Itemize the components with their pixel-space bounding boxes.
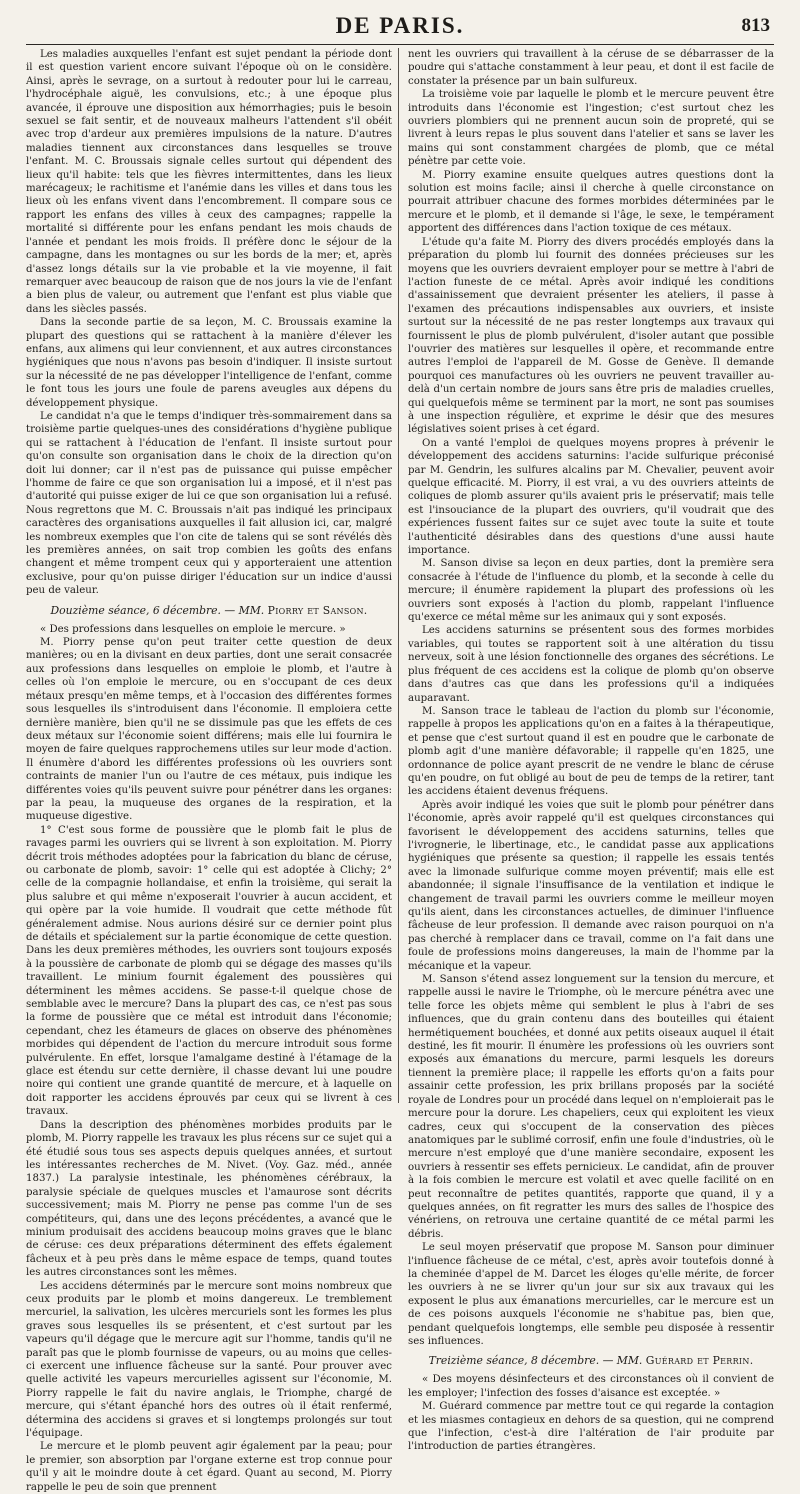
paragraph: L'étude qu'a faite M. Piorry des divers procédés employés dans la préparation du plomb lui fournit des données précieuses sur les moyens que les ouvriers devraient employer pour se mettre à l'abri de l'action funeste de ce métal. Après avoir indiqué les conditions d'assainissement que devraient présenter les ateliers, il passe à l'examen des précautions indispensables aux ouvriers, et insiste surtout sur la nécessité de ne pas rester longtemps aux travaux qui fournissent le plus de plomb pulvérulent, d'isoler autant que possible l'ouvrier des matières sur lesquelles il opère, et recommande entre autres l'emploi de l'appareil de M. Gosse de Genève. Il demande pourquoi ces manufactures où les ouvriers ne peuvent travailler au-delà d'un certain nombre de jours sans être pris de maladies cruelles, qui quelquefois même se terminent par la mort, ne sont pas soumises à une inspection régulière, et exprime le désir que des mesures législatives soient prises à cet égard. xyxy=(408,236,774,436)
paragraph: Le mercure et le plomb peuvent agir également par la peau; pour le premier, son absorption par l'organe externe est trop connue pour qu'il y ait le moindre doute à cet égard. Quant au second, M. Piorry rappelle le peu de soin que prennent xyxy=(26,1441,392,1493)
paragraph: M. Piorry pense qu'on peut traiter cette question de deux manières; ou en la divisant en deux parties, dont une serait consacrée aux professions dans lesquelles on emploie le plomb, et l'autre à celles où l'on emploie le mercure, ou en s'occupant de ces deux métaux presqu'en même temps, et à l'occasion des différentes formes sous lesquelles ils s'introduisent dans l'économie. Il emploiera cette dernière manière, bien qu'il ne se dissimule pas que les effets de ces deux métaux sur l'économie soient différens; mais elle lui fournira le moyen de faire quelques rapprochemens utiles sur leur mode d'action. Il énumère d'abord les différentes professions où les ouvriers sont contraints de manier l'un ou l'autre de ces métaux, puis indique les différentes voies qu'ils peuvent suivre pour pénétrer dans les organes: par la peau, la muqueuse des organes de la respiration, et la muqueuse digestive. xyxy=(26,637,392,823)
paragraph: M. Piorry examine ensuite quelques autres questions dont la solution est moins facile; ainsi il cherche à quelle circonstance on pourrait attribuer chacune des formes morbides déterminées par le mercure et le plomb, et il demande si l'âge, le sexe, le tempérament apportent des différences dans l'action toxique de ces métaux. xyxy=(408,169,774,235)
seance-title: Treizième séance, 8 décembre. — MM. xyxy=(428,1354,643,1368)
seance-title: Douzième séance, 6 décembre. — MM. xyxy=(50,603,265,617)
right-column xyxy=(408,48,774,1453)
paragraph: M. Sanson divise sa leçon en deux parties, dont la première sera consacrée à l'étude de l'influence du plomb, et la seconde à celle du mercure; il énumère rapidement la plupart des professions où les ouvriers sont exposés à l'action du plomb, rappelant l'influence qu'exerce ce métal même sur les animaux qui y sont exposés. xyxy=(408,558,774,624)
paragraph: La troisième voie par laquelle le plomb et le mercure peuvent être introduits dans l'économie est l'ingestion; c'est surtout chez les ouvriers plombiers qui ne prennent aucun soin de propreté, qui se livrent à leurs repas le plus souvent dans l'atelier et sans se laver les mains qui sont constamment chargées de plomb, que ce métal pénètre par cette voie. xyxy=(408,89,774,168)
left-column xyxy=(26,48,392,1493)
seance-names: Guérard et Perrin. xyxy=(645,1354,754,1368)
column-divider xyxy=(398,48,399,1103)
paragraph: 1° C'est sous forme de poussière que le plomb fait le plus de ravages parmi les ouvriers qui se livrent à son exploitation. M. Piorry décrit trois méthodes adoptées pour la fabrication du blanc de céruse, ou carbonate de plomb, savoir: 1° celle qui est adoptée à Clichy; 2° celle de la compagnie hollandaise, et enfin la troisième, qui serait la plus salubre et qui même n'exposerait l'ouvrier à aucun accident, et qui opère par la voie humide. Il voudrait que cette méthode fût généralement admise. Nous aurions désiré sur ce dernier point plus de détails et spécialement sur la partie économique de cette question. Dans les deux premières méthodes, les ouvriers sont toujours exposés à la poussière de carbonate de plomb qui se dégage des masses qu'ils travaillent. Le minium fournit également des poussières qui déterminent les mêmes accidens. Se passe-t-il quelque chose de semblable avec le mercure? Dans la plupart des cas, ce n'est pas sous la forme de poussière que ce métal est introduit dans l'économie; cependant, chez les étameurs de glaces on observe des phénomènes morbides qui dépendent de l'action du mercure introduit sous forme pulvérulente. En effet, lorsque l'amalgame destiné à l'étamage de la glace est étendu sur cette dernière, il chasse devant lui une poudre noire qui contient une grande quantité de mercure, et à laquelle on doit rapporter les accidens éprouvés par ceux qui se livrent à ces travaux. xyxy=(26,824,392,1118)
paragraph: Après avoir indiqué les voies que suit le plomb pour pénétrer dans l'économie, après avoir rappelé qu'il est quelques circonstances qui favorisent le développement des accidens saturnins, telles que l'ivrognerie, le libertinage, etc., le candidat passe aux applications hygiéniques que présente sa question; il rappelle les essais tentés avec la limonade sulfurique comme moyen préventif; mais elle est abandonnée; il signale l'insuffisance de la ventilation et indique le changement de travail parmi les ouvriers comme le meilleur moyen qu'ils aient, dans les circonstances actuelles, de diminuer l'influence fâcheuse de leur profession. Il demande avec raison pourquoi on n'a pas cherché à remplacer dans ce travail, comme on l'a fait dans une foule de professions moins dangereuses, la main de l'homme par la mécanique et la vapeur. xyxy=(408,799,774,972)
paragraph: Le seul moyen préservatif que propose M. Sanson pour diminuer l'influence fâcheuse de ce métal, c'est, après avoir toutefois donné à la cheminée d'appel de M. Darcet les éloges qu'elle mérite, de forcer les ouvriers à ne se livrer qu'un jour sur six aux travaux qui les exposent le plus aux émanations mercurielles, car le mercure est un de ces poisons auxquels l'économie ne s'habitue pas, bien que, pendant quelquefois longtemps, elle semble peu disposée à ressentir ses influences. xyxy=(408,1242,774,1347)
running-title: DE PARIS. xyxy=(335,13,465,38)
question-quote: « Des moyens désinfecteurs et des circonstances où il convient de les employer; l'infection des fosses d'aisance est exceptée. » xyxy=(408,1374,774,1399)
paragraph: Les accidens saturnins se présentent sous des formes morbides variables, qui toutes se rapportent soit à une altération du tissu nerveux, soit à une lésion fonctionnelle des organes des sécrétions. Le plus fréquent de ces accidens est la colique de plomb qu'on observe dans d'autres cas que dans les professions qu'il a indiquées auparavant. xyxy=(408,625,774,704)
paragraph: Dans la description des phénomènes morbides produits par le plomb, M. Piorry rappelle les travaux les plus récens sur ce sujet qui a été étudié sous tous ses aspects depuis quelques années, et surtout les intéressantes recherches de M. Nivet. (Voy. Gaz. méd., année 1837.) La paralysie intestinale, les phénomènes cérébraux, la paralysie spéciale de quelques muscles et l'amaurose sont décrits successivement; mais M. Piorry ne pense pas comme l'un de ses compétiteurs, qui, dans une des leçons précédentes, a avancé que le minium produisait des accidens beaucoup moins graves que le blanc de céruse: ces deux préparations déterminent des effets également fâcheux et à peu près dans le même espace de temps, quand toutes les autres circonstances sont les mêmes. xyxy=(26,1119,392,1279)
page-number: 813 xyxy=(741,15,770,36)
paragraph: M. Sanson s'étend assez longuement sur la tension du mercure, et rappelle aussi le navire le Triomphe, où le mercure pénétra avec une telle force les objets même qui semblent le plus à l'abri de ses influences, que du grain contenu dans des bouteilles qui étaient hermétiquement bouchées, et donné aux petits oiseaux auquel il était destiné, les fit mourir. Il énumère les professions où les ouvriers sont exposés aux émanations du mercure, parmi lesquels les doreurs tiennent la première place; il rappelle les efforts qu'on a faits pour assainir cette profession, les prix brillans proposés par la société royale de Londres pour un procédé dans lequel on n'emploierait pas le mercure pour la dorure. Les chapeliers, ceux qui exploitent les vieux cadres, ceux qui s'occupent de la conservation des pièces anatomiques par le sublimé corrosif, enfin une foule d'industries, où le mercure n'est employé que d'une manière secondaire, exposent les ouvriers à ressentir ses effets pernicieux. Le candidat, afin de prouver à la fois combien le mercure est volatil et avec quelle facilité on en peut reconnaître de petites quantités, rapporte que quand, il y a quelques années, on fit regratter les murs des salles de l'hospice des vénériens, on retrouva une certaine quantité de ce métal parmi les débris. xyxy=(408,974,774,1240)
text-columns xyxy=(26,48,774,1493)
page-header xyxy=(26,8,774,45)
paragraph: On a vanté l'emploi de quelques moyens propres à prévenir le développement des accidens saturnins: l'acide sulfurique préconisé par M. Gendrin, les sulfures alcalins par M. Chevalier, peuvent avoir quelque efficacité. M. Piorry, il est vrai, a vu des ouvriers atteints de coliques de plomb assurer qu'ils avaient pris le préservatif; mais telle est l'insouciance de la plupart des ouvriers, qu'il voudrait que des expériences fussent faites sur ce sujet avec toute la suite et toute l'authenticité désirables dans des questions d'une aussi haute importance. xyxy=(408,437,774,557)
paragraph: Les accidens déterminés par le mercure sont moins nombreux que ceux produits par le plomb et moins dangereux. Le tremblement mercuriel, la salivation, les ulcères mercuriels sont les formes les plus graves sous lesquelles ils se présentent, et c'est surtout par les vapeurs qu'il dégage que le mercure agit sur l'homme, tandis qu'il ne paraît pas que le plomb fournisse de vapeurs, ou au moins que celles-ci exercent une influence fâcheuse sur la santé. Pour prouver avec quelle activité les vapeurs mercurielles agissent sur l'économie, M. Piorry rappelle le fait du navire anglais, le Triomphe, chargé de mercure, qui s'étant épanché hors des outres où il était renfermé, détermina des accidens si graves et si longtemps prolongés sur tout l'équipage. xyxy=(26,1280,392,1440)
question-quote: « Des professions dans lesquelles on emploie le mercure. » xyxy=(40,623,346,635)
paragraph: Le candidat n'a que le temps d'indiquer très-sommairement dans sa troisième partie quelques-unes des considérations d'hygiène publique qui se rattachent à l'éducation de l'enfant. Il insiste surtout pour qu'on consulte son organisation dans le choix de la direction qu'on doit lui donner; car il n'est pas de puissance qui puisse empêcher l'homme de faire ce que son organisation lui a imposé, et il n'est pas d'autorité qui puisse exiger de lui ce que son organisation lui a refusé. Nous regrettons que M. C. Broussais n'ait pas indiqué les principaux caractères des organisations auxquelles il fait allusion ici, car, malgré les nombreux exemples que l'on cite de talens qui se sont révélés dès les premières années, on sait trop combien les goûts des enfans changent et même trompent ceux qui y apporteraient une attention exclusive, pour qu'on puisse diriger l'éducation sur un indice d'aussi peu de valeur. xyxy=(26,410,392,597)
seance-names: Piorry et Sanson. xyxy=(267,603,368,617)
section-heading xyxy=(408,1354,774,1368)
paragraph: nent les ouvriers qui travaillent à la céruse de se débarrasser de la poudre qui s'attache constamment à leur peau, et dont il est facile de constater la présence par un bain sulfureux. xyxy=(408,49,774,87)
paragraph: Les maladies auxquelles l'enfant est sujet pendant la période dont il est question varient encore suivant l'époque où on le considère. Ainsi, après le sevrage, on a surtout à redouter pour lui le carreau, l'hydrocéphale aiguë, les convulsions, etc.; à une époque plus avancée, il éprouve une disposition aux hémorrhagies; puis le besoin sexuel se fait sentir, et de nouveaux malheurs l'attendent s'il obéit avec trop d'ardeur aux premières impulsions de la nature. D'autres maladies tiennent aux circonstances dans lesquelles se trouve l'enfant. M. C. Broussais signale celles surtout qui dépendent des lieux qu'il habite: tels que les fièvres intermittentes, dans les lieux marécageux; le rachitisme et l'anémie dans les villes et dans tous les lieux où les enfans vivent dans l'encombrement. Il compare sous ce rapport les enfans des villes à ceux des campagnes; rappelle la mortalité si différente pour les enfans pendant les mois chauds de l'année et pendant les mois froids. Il préfère donc le séjour de la campagne, dans les montagnes ou sur les bords de la mer; et, après d'assez longs détails sur la vie probable et la vie moyenne, il fait remarquer avec beaucoup de raison que de nos jours la vie de l'enfant a bien plus de valeur, ou autrement que l'enfant est plus viable que dans les siècles passés. xyxy=(26,49,392,315)
paragraph: Dans la seconde partie de sa leçon, M. C. Broussais examine la plupart des questions qui se rattachent à la manière d'élever les enfans, aux alimens qui leur conviennent, et aux autres circonstances hygiéniques que nous n'avons pas besoin d'indiquer. Il insiste surtout sur la nécessité de ne pas développer l'intelligence de l'enfant, comme le font tous les jours une foule de parens aveugles aux dépens du développement physique. xyxy=(26,317,392,409)
paragraph: M. Guérard commence par mettre tout ce qui regarde la contagion et les miasmes contagieux en dehors de sa question, qui ne comprend que l'infection, c'est-à dire l'altération de l'air produite par l'introduction de parties étrangères. xyxy=(408,1401,774,1453)
section-heading xyxy=(26,604,392,618)
paragraph: M. Sanson trace le tableau de l'action du plomb sur l'économie, rappelle à propos les applications qu'on en a faites à la thérapeutique, et pense que c'est surtout quand il est en poudre que le carbonate de plomb agit d'une manière défavorable; il rappelle qu'en 1825, une ordonnance de police ayant prescrit de ne vendre le blanc de céruse qu'en poudre, on fut obligé au bout de peu de temps de la retirer, tant les accidens étaient devenus fréquens. xyxy=(408,705,774,798)
